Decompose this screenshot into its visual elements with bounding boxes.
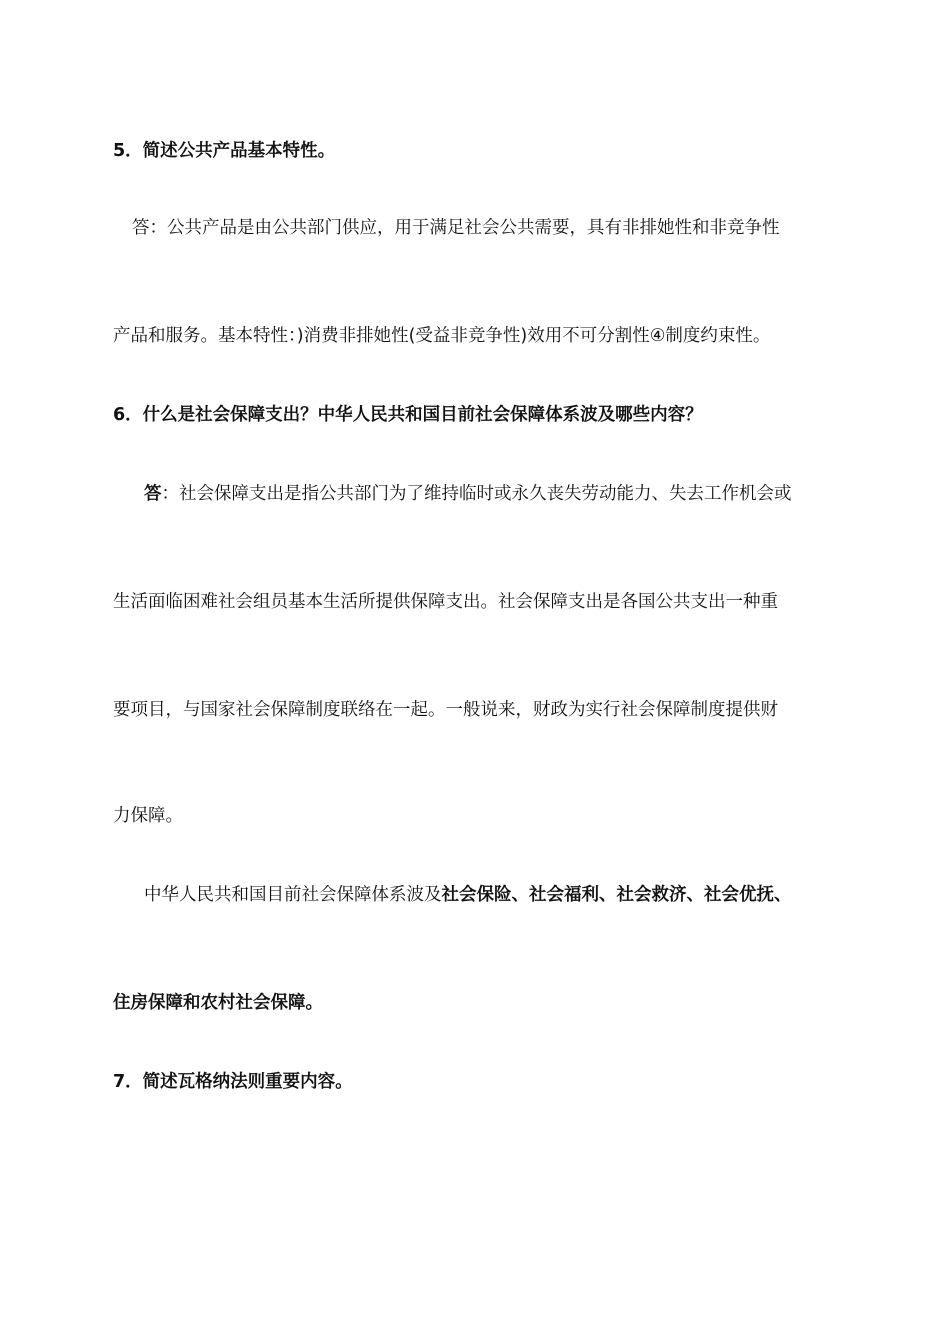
question-6-system-line-1 (144, 882, 859, 908)
system-intro: 中华人民共和国目前社会保障体系波及 (144, 885, 442, 905)
question-5-answer-line-1: 答：公共产品是由公共部门供应，用于满足社会公共需要，具有非排她性和非竞争性 (132, 218, 780, 238)
system-items: 社会保险、社会福利、社会救济、社会优抚、 (441, 885, 792, 905)
question-6-answer-line-2: 生活面临困难社会组员基本生活所提供保障支出。社会保障支出是各国公共支出一种重 (113, 592, 778, 612)
question-6-answer-line-3: 要项目，与国家社会保障制度联络在一起。一般说来，财政为实行社会保障制度提供财 (113, 700, 778, 720)
question-6-answer-line-1 (144, 481, 859, 507)
question-6-title: 6．什么是社会保障支出？中华人民共和国目前社会保障体系波及哪些内容？ (113, 405, 703, 425)
question-6-answer-line-4: 力保障。 (113, 806, 183, 826)
question-5-answer-line-2: 产品和服务。基本特性：)消费非排她性(受益非竞争性)效用不可分割性④制度约束性。 (113, 326, 771, 346)
question-7-title: 7．简述瓦格纳法则重要内容。 (113, 1072, 353, 1092)
answer-label: 答 (144, 484, 162, 504)
question-6-system-line-2: 住房保障和农村社会保障。 (113, 993, 323, 1013)
question-5-title: 5．简述公共产品基本特性。 (113, 141, 336, 161)
answer-text: ：社会保障支出是指公共部门为了维持临时或永久丧失劳动能力、失去工作机会或 (161, 484, 792, 504)
